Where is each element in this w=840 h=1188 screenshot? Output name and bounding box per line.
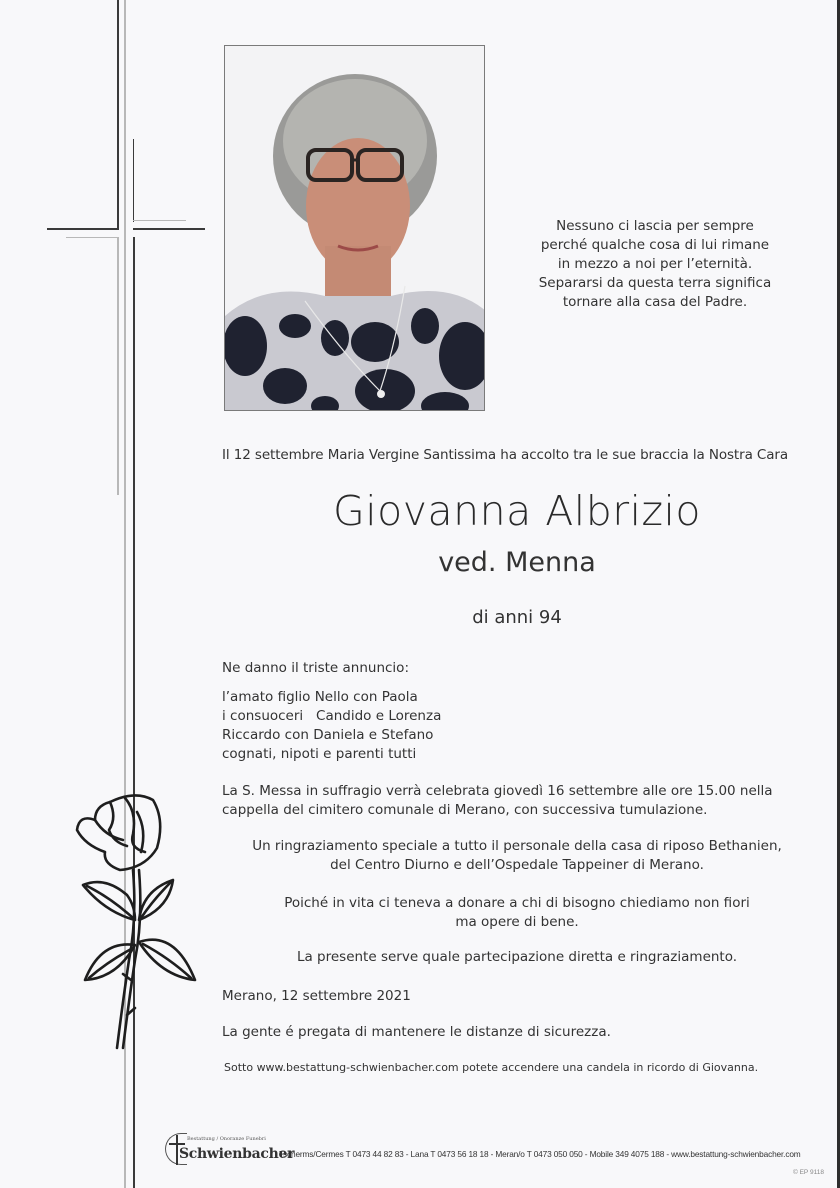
widow-of: ved. Menna — [438, 547, 596, 578]
mass-line: La S. Messa in suffragio verrà celebrata giovedì 16 settembre alle ore 15.00 nella — [222, 783, 773, 799]
rose-icon — [65, 790, 205, 1050]
deceased-age: di anni 94 — [472, 607, 562, 628]
funeral-home-logo — [165, 1133, 295, 1167]
mass-line: cappella del cimitero comunale di Merano, con successiva tumulazione. — [222, 802, 708, 818]
quote-line: Nessuno ci lascia per sempre — [556, 218, 754, 234]
portrait-image — [225, 46, 485, 411]
quote-line: in mezzo a noi per l’eternità. — [557, 256, 753, 272]
mourners-heading: Ne danno il triste annuncio: — [222, 660, 409, 676]
mourner-line: i consuoceri Candido e Lorenza — [222, 708, 442, 724]
mourner-line: Riccardo con Daniela e Stefano — [222, 727, 434, 743]
footer-code: © EP 9118 — [793, 1169, 824, 1176]
memorial-quote — [530, 217, 780, 312]
mourner-line: l’amato figlio Nello con Paola — [222, 689, 418, 705]
logo-subtitle: Bestattung / Onoranze Funebri — [187, 1136, 266, 1142]
footer-contact: Tscherms/Cermes T 0473 44 82 83 - Lana T 0473 56 18 18 - Meran/o T 0473 050 050 - Mobile 349 4075 188 - www.bestattung-schwienbacher.com — [279, 1149, 801, 1159]
announcement-intro: Il 12 settembre Maria Vergine Santissima ha accolto tra le sue braccia la Nostra Cara — [222, 447, 789, 463]
logo-name: Schwienbacher — [179, 1146, 295, 1162]
mourner-line: cognati, nipoti e parenti tutti — [222, 746, 417, 762]
quote-line: perché qualche cosa di lui rimane — [540, 237, 770, 253]
donation-line: ma opere di bene. — [455, 914, 579, 930]
mourners-list — [222, 688, 441, 764]
candle-note: Sotto www.bestattung-schwienbacher.com potete accendere una candela in ricordo di Giovanna. — [224, 1061, 759, 1074]
thanks-line: del Centro Diurno e dell’Ospedale Tappeiner di Merano. — [330, 857, 704, 873]
distance-note: La gente é pregata di mantenere le distanze di sicurezza. — [222, 1024, 611, 1040]
donation-line: Poiché in vita ci teneva a donare a chi di bisogno chiediamo non fiori — [284, 895, 750, 911]
deceased-name: Giovanna Albrizio — [333, 487, 701, 535]
quote-line: Separarsi da questa terra significa — [538, 275, 772, 291]
quote-line: tornare alla casa del Padre. — [562, 294, 748, 310]
participation-notice: La presente serve quale partecipazione diretta e ringraziamento. — [296, 949, 738, 965]
mass-info — [222, 782, 773, 820]
place-date: Merano, 12 settembre 2021 — [222, 988, 411, 1004]
thanks-line: Un ringraziamento speciale a tutto il personale della casa di riposo Bethanien, — [252, 838, 782, 854]
portrait-photo — [224, 45, 485, 411]
donation-note — [222, 894, 812, 932]
thanks-note — [222, 837, 812, 875]
